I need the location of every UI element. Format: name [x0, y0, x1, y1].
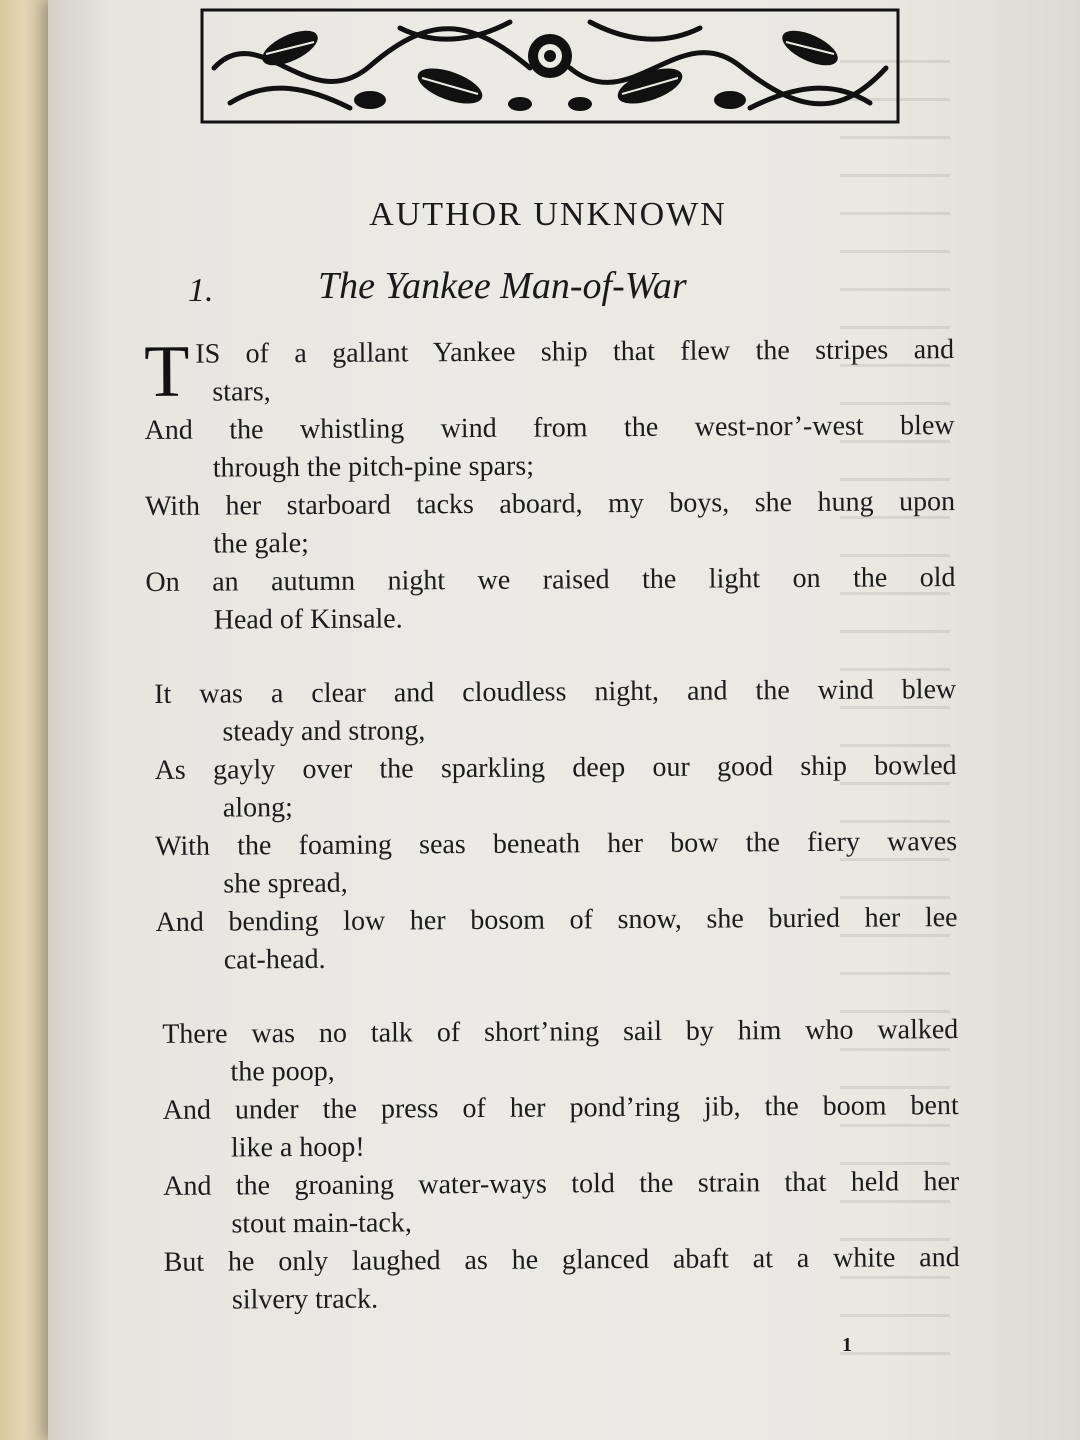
author-heading: AUTHOR UNKNOWN [369, 196, 727, 233]
poem-number: 1. [188, 272, 214, 309]
page-number: 1 [842, 1334, 852, 1356]
stanza [154, 671, 958, 980]
line-continuation: like a hoop! [230, 1131, 365, 1164]
line-text: And under the press of her pond’ring jib, the boom bent [162, 1090, 959, 1126]
line-continuation: stout main-tack, [231, 1207, 412, 1240]
poem-line [155, 823, 957, 904]
book-page [48, 0, 1080, 1440]
poem-line [163, 1163, 959, 1244]
poem-title: The Yankee Man-of-War [318, 265, 687, 307]
line-continuation: she spread, [223, 867, 348, 900]
line-text: With her starboard tacks aboard, my boys, she hung upon [144, 486, 956, 522]
line-continuation: stars, [212, 376, 271, 408]
drop-cap: T [143, 330, 190, 413]
poem-line [144, 331, 954, 412]
line-text: With the foaming seas beneath her bow the fiery waves [155, 826, 958, 862]
line-text: And bending low her bosom of snow, she buried her lee [155, 902, 958, 938]
stanza [162, 1011, 960, 1320]
line-continuation: along; [222, 792, 293, 824]
line-text: IS of a gallant Yankee ship that flew the stripes and [195, 334, 955, 370]
line-text: But he only laughed as he glanced abaft at a white and [163, 1242, 960, 1278]
poem-body [144, 331, 960, 1356]
line-text: There was no talk of short’ning sail by him who walked [162, 1014, 959, 1050]
poem-line [162, 1011, 958, 1092]
line-text: It was a clear and cloudless night, and the wind blew [154, 674, 957, 710]
poem-line [155, 899, 957, 980]
line-continuation: silvery track. [231, 1283, 379, 1316]
poem-line [145, 483, 955, 564]
line-text: And the groaning water-ways told the strain that held her [163, 1166, 960, 1202]
line-text: As gayly over the sparkling deep our good ship bowled [154, 750, 957, 786]
line-continuation: the gale; [213, 527, 309, 560]
line-continuation: cat-head. [223, 943, 326, 976]
poem-line [163, 1087, 959, 1168]
line-continuation: through the pitch-pine spars; [212, 450, 535, 484]
poem-line [145, 559, 955, 640]
line-text: And the whistling wind from the west-nor’-west blew [144, 410, 955, 446]
line-continuation: the poop, [230, 1055, 335, 1088]
poem-line [164, 1239, 960, 1320]
line-continuation: steady and strong, [222, 715, 426, 748]
line-continuation: Head of Kinsale. [213, 603, 403, 636]
stanza [144, 331, 956, 640]
poem-line [155, 747, 957, 828]
line-text: On an autumn night we raised the light on the old [145, 562, 956, 598]
decorative-headpiece [200, 8, 900, 124]
poem-line [144, 407, 954, 488]
poem-line [154, 671, 956, 752]
